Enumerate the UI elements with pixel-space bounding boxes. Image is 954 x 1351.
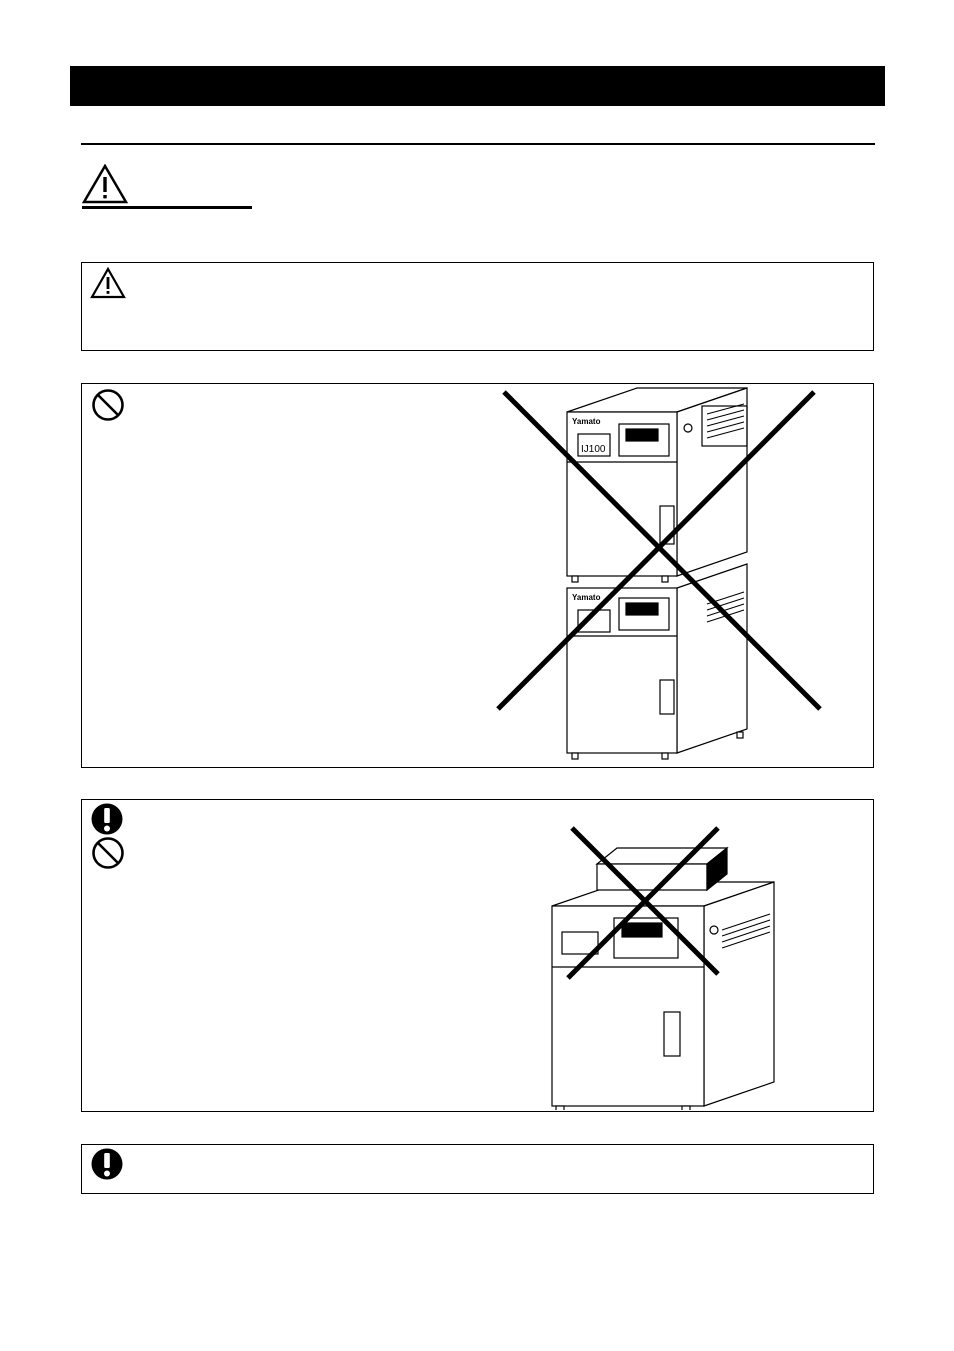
mandatory-exclamation-icon <box>90 1147 124 1181</box>
stacked-units-illustration <box>492 384 852 767</box>
upper-unit-logo: Yamato <box>572 417 601 426</box>
warning-box <box>81 262 874 351</box>
unit-with-box-illustration <box>542 820 782 1110</box>
caution-heading <box>80 162 252 210</box>
no-stacking-box <box>81 383 874 768</box>
mandatory-box <box>81 1144 874 1194</box>
prohibition-icon <box>91 836 125 870</box>
lower-unit-logo: Yamato <box>572 593 601 602</box>
header-bar <box>70 66 885 106</box>
prohibition-icon <box>91 388 125 422</box>
warning-triangle-icon <box>90 267 126 299</box>
warning-triangle-icon <box>82 164 128 204</box>
caution-heading-underline <box>82 206 252 209</box>
upper-unit-model-label: IJ100 <box>581 444 606 455</box>
mandatory-exclamation-icon <box>90 802 124 836</box>
no-objects-on-top-box <box>81 799 874 1112</box>
section-rule <box>81 143 875 145</box>
